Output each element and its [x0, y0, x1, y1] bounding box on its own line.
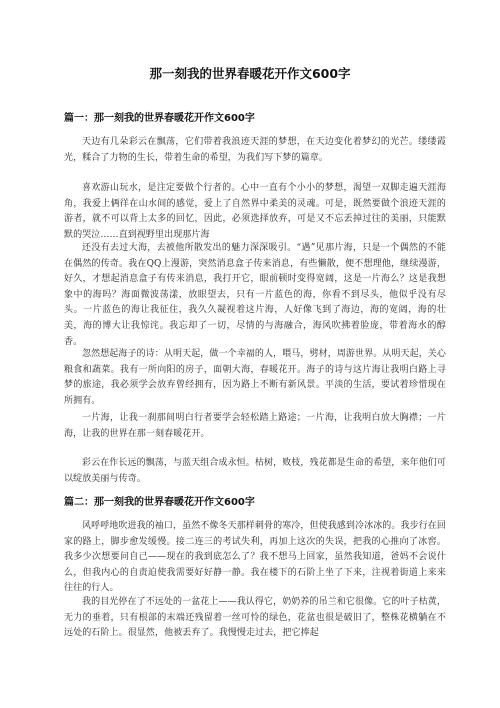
section-1-paragraph-6: 彩云在作长远的飘荡，与蓝天组合成永恒。枯树，败枝，残花都是生命的希望，来年他们可以绽放美丽与传奇。: [64, 458, 447, 484]
section-1-paragraph-3: 还没有去过大海，去被他所散发出的魅力深深吸引。“遇”见那片海，只是一个偶然的不能在偶然的传奇。我在QQ上漫游，突然消息盒子传来消息，有些懒散，便不想理他，继续漫游，好久，才想起消息盒子有传来消息，我打开它，眼前顿时变得宽阔，这是一片海么？这是我想象中的海吗？海面微波荡漾，放眼望去，只有一片蓝色的海，你看不到尽头，他似乎没有尽头。一片蓝色的海让我征住，我久久凝视着这片海，人好像飞到了海边，海的宽阔，海的壮美，海的博大让我惊诧。我忘却了一切，尽情的与海融合，海风吹拂着脸庞，带着海水的醇香。: [64, 243, 446, 347]
section-1-paragraph-5: 一片海，让我一刹那间明白行者要学会轻松踏上路途；一片海，让我明白放大胸襟；一片海，让我的世界在那一刻春暖花开。: [64, 413, 446, 439]
section-1-paragraph-4: 忽然想起海子的诗：从明天起，做一个幸福的人，喂马，劈材，周游世界。从明天起，关心粮食和蔬菜。我有一所向阳的房子，面朝大海，春暖花开。海子的诗与这片海让我明白路上寻梦的旅途，我必须学会放弃曾经拥有，因为路上不断有新风景。平淡的生活，要试着珍惜现在所拥有。: [64, 349, 447, 406]
section-1-heading: 篇一：那一刻我的世界春暖花开作文600字: [64, 113, 255, 124]
section-1-paragraph-2: 喜欢游山玩水，是注定要做个行者的。心中一直有个小小的梦想，渴望一双脚走遍天涯海角，我爱上俩徉在山水间的感觉，爱上了自然界中柔美的灵魂。可是，既然要做个浪迹天涯的游者，就不可以背上太多的回忆，因此，必须选择放弃，可是又不忘丢掉过往的美丽，只能默默的哭泣……直到视野里出现那片海: [64, 183, 446, 240]
document-title: 那一刻我的世界春暖花开作文600字: [149, 66, 351, 81]
section-2-heading: 篇二：那一刻我的世界春暖花开作文600字: [64, 497, 255, 508]
section-2-paragraph-2: 我的目光停在了不远处的一盆花上——我认得它，奶奶养的吊兰和它很像。它的叶子枯黄，无力的垂着，只有根部的末端还残留着一丝可怜的绿色，花盆也很是破旧了，整株花横躺在不远处的石阶上。很显然，他被丢弃了。我慢慢走过去，把它捧起: [64, 597, 447, 639]
section-2-paragraph-1: 风呼呼地吹进我的袖口，虽然不像冬天那样刺骨的寒冷，但使我感到冷冰冰的。我步行在回家的路上，脚步愈发缓慢。接二连三的考试失利，再加上这次的失误，把我的心推向了冰窖。我多少次想要问自己——现在的我到底怎么了？我不想马上回家，虽然我知道，爸妈不会说什么，但我内心的自责迫使我需要好好静一静。我在楼下的石阶上坐了下来，注视着街道上来来往往的行人。: [64, 521, 447, 594]
section-1-paragraph-1: 天边有几朵彩云在飘荡，它们带着我浪迹天涯的梦想，在天边变化着梦幻的光芒。缕缕霞光，糅合了力物的生长，带着生命的希望，为我们写下梦的篇章。: [64, 137, 446, 163]
